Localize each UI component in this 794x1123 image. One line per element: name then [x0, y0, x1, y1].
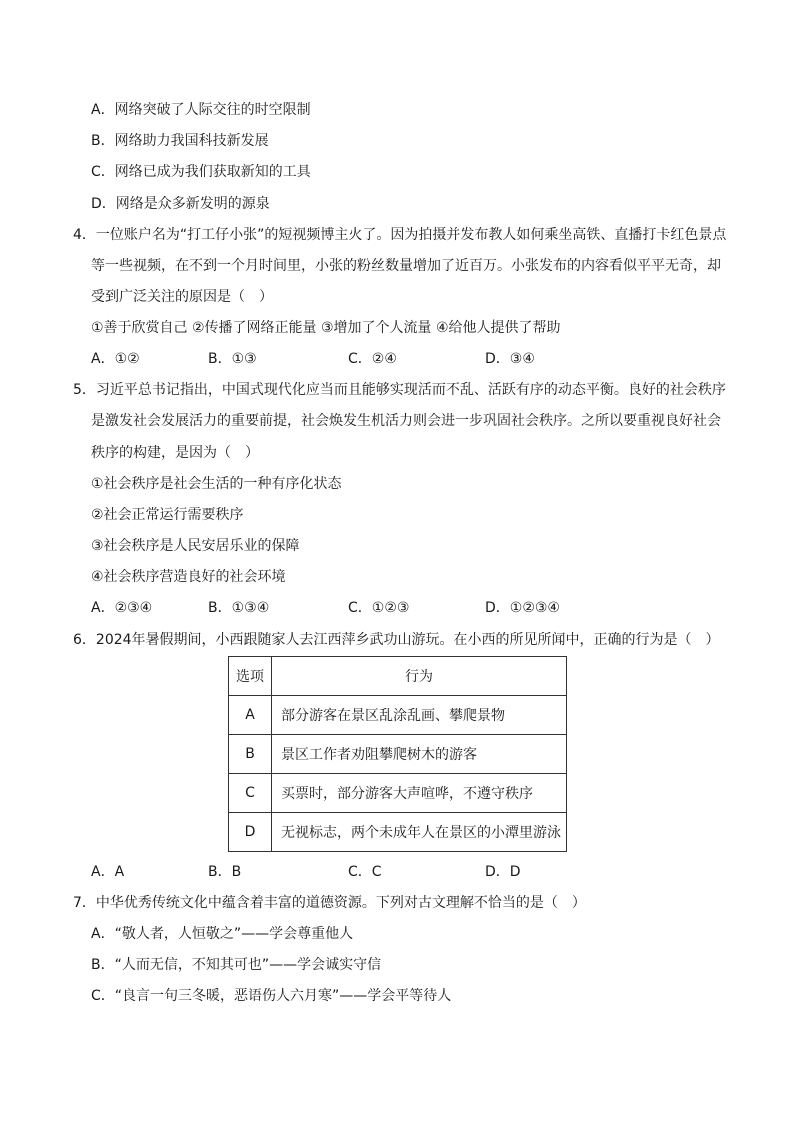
q4-choice-b: B．①③ — [208, 351, 257, 367]
table-row — [229, 774, 567, 813]
q7-option-a: A．“敬人者，人恒敬之”——学会尊重他人 — [91, 926, 354, 942]
table-cell-option: B — [229, 735, 272, 774]
q4-choice-d: D．③④ — [485, 351, 535, 367]
q7-option-c: C．“良言一句三冬暖，恶语伤人六月寒”——学会平等待人 — [91, 988, 452, 1004]
q5-choice-d: D．①②③④ — [485, 600, 560, 616]
table-cell-option: C — [229, 774, 272, 813]
q6-choices — [91, 862, 551, 882]
table-cell-behavior: 景区工作者劝阻攀爬树木的游客 — [272, 735, 567, 774]
table-cell-behavior: 无视标志，两个未成年人在景区的小潭里游泳 — [272, 813, 567, 852]
q4-stem-line-2: 等一些视频，在不到一个月时间里，小张的粉丝数量增加了近百万。小张发布的内容看似平平无奇，却 — [91, 258, 721, 274]
q4-stem-line-3: 受到广泛关注的原因是（ ） — [91, 289, 273, 305]
table-cell-option: A — [229, 696, 272, 735]
q5-statement-1: ①社会秩序是社会生活的一种有序化状态 — [91, 476, 342, 492]
table-header-row — [229, 657, 567, 696]
table-cell-behavior: 买票时，部分游客大声喧哗，不遵守秩序 — [272, 774, 567, 813]
q7-option-b: B．“人而无信，不知其可也”——学会诚实守信 — [91, 957, 382, 973]
q5-choices — [91, 598, 591, 618]
table-row — [229, 696, 567, 735]
q7-stem: 7．中华优秀传统文化中蕴含着丰富的道德资源。下列对古文理解不恰当的是（ ） — [73, 895, 586, 911]
q5-statement-3: ③社会秩序是人民安居乐业的保障 — [91, 538, 300, 554]
q6-choice-c: C．C — [348, 864, 382, 880]
table-header-behavior: 行为 — [272, 657, 567, 696]
q5-choice-c: C．①②③ — [348, 600, 410, 616]
q5-choice-a: A．②③④ — [91, 600, 153, 616]
q4-statements: ①善于欣赏自己 ②传播了网络正能量 ③增加了个人流量 ④给他人提供了帮助 — [91, 320, 561, 336]
q5-stem-line-3: 秩序的构建，是因为（ ） — [91, 445, 259, 461]
table-row — [229, 735, 567, 774]
q5-stem-line-1: 5．习近平总书记指出，中国式现代化应当而且能够实现活而不乱、活跃有序的动态平衡。良好的社会秩序 — [73, 382, 726, 398]
q6-behavior-table — [228, 656, 567, 852]
table-cell-behavior: 部分游客在景区乱涂乱画、攀爬景物 — [272, 696, 567, 735]
q3-option-b: B．网络助力我国科技新发展 — [91, 133, 269, 149]
q4-choices — [91, 349, 551, 369]
q6-stem: 6．2024年暑假期间，小西跟随家人去江西萍乡武功山游玩。在小西的所见所闻中，正确的行为是（ ） — [73, 632, 720, 648]
q4-choice-a: A．①② — [91, 351, 140, 367]
q4-stem-line-1: 4．一位账户名为“打工仔小张”的短视频博主火了。因为拍摄并发布教人如何乘坐高铁、直播打卡红色景点 — [73, 227, 727, 243]
table-row — [229, 813, 567, 852]
q5-choice-b: B．①③④ — [208, 600, 270, 616]
table-header-option: 选项 — [229, 657, 272, 696]
q6-choice-d: D．D — [485, 864, 521, 880]
q6-choice-a: A．A — [91, 864, 125, 880]
table-cell-option: D — [229, 813, 272, 852]
q5-statement-2: ②社会正常运行需要秩序 — [91, 507, 244, 523]
q3-option-c: C．网络已成为我们获取新知的工具 — [91, 164, 311, 180]
q4-choice-c: C．②④ — [348, 351, 397, 367]
q5-stem-line-2: 是激发社会发展活力的重要前提，社会焕发生机活力则会进一步巩固社会秩序。之所以要重视良好社会 — [91, 413, 721, 429]
q6-choice-b: B．B — [208, 864, 242, 880]
q3-option-d: D．网络是众多新发明的源泉 — [91, 196, 270, 212]
q5-statement-4: ④社会秩序营造良好的社会环境 — [91, 569, 286, 585]
q3-option-a: A．网络突破了人际交往的时空限制 — [91, 102, 311, 118]
